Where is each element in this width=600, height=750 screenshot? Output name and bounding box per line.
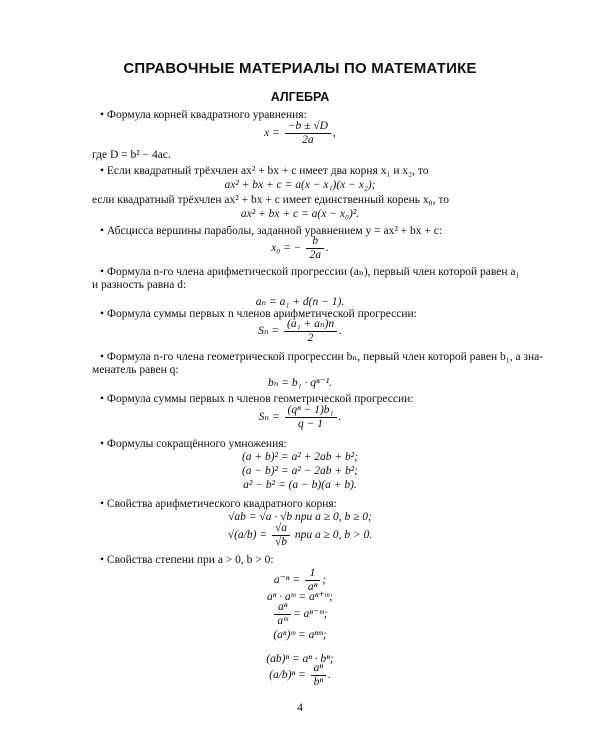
- numerator: −b ± √D: [285, 120, 331, 134]
- fraction: [306, 235, 324, 262]
- denominator: √b: [274, 536, 288, 548]
- formula-part: .: [325, 242, 329, 255]
- vertex-text: • Абсцисса вершины параболы, заданной уравнением y = ax² + bx + c:: [100, 225, 443, 237]
- fraction: [272, 522, 290, 549]
- discriminant-text: где D = b² − 4ac.: [92, 149, 171, 161]
- formula-part: a⁻ⁿ =: [273, 574, 300, 587]
- formula-part: Sₙ =: [258, 411, 280, 424]
- trinom-one-root-formula: ax² + bx + c = a(x − x₀)².: [240, 208, 360, 220]
- arith-sum-text: • Формула суммы первых n членов арифметической прогрессии:: [100, 308, 417, 320]
- short-mult-text: • Формулы сокращённого умножения:: [100, 438, 287, 450]
- power-props-text: • Свойства степени при a > 0, b > 0:: [100, 554, 274, 566]
- numerator: aⁿ: [311, 662, 326, 676]
- geom-sum-text: • Формула суммы первых n членов геометрической прогрессии:: [100, 393, 414, 405]
- formula-part: .: [338, 411, 342, 424]
- quad-roots-text: • Формула корней квадратного уравнения:: [100, 109, 307, 121]
- numerator: aⁿ: [274, 601, 291, 615]
- formula-part: ;: [322, 574, 327, 587]
- page-number: 4: [297, 700, 303, 714]
- power-formula-2: aⁿ · aᵐ = aⁿ⁺ᵐ;: [266, 591, 334, 603]
- formula-part: Sₙ =: [258, 325, 280, 338]
- arith-sum-formula: [0, 318, 600, 345]
- trinom-two-roots-text: • Если квадратный трёхчлен ax² + bx + c имеет два корня x₁ и x₂, то: [100, 165, 429, 177]
- section-heading: АЛГЕБРА: [270, 90, 330, 104]
- denominator: bⁿ: [313, 676, 323, 688]
- formula-part: √(a/b) =: [227, 529, 268, 542]
- denominator: 2: [307, 332, 314, 344]
- numerator: (a₁ + aₙ)n: [284, 318, 337, 332]
- arith-nth-text: • Формула n-го члена арифметической прогрессии (aₙ), первый член которой равен a₁: [100, 266, 520, 278]
- fraction: [311, 662, 326, 689]
- denominator: 2a: [302, 134, 314, 146]
- formula-part: при a ≥ 0, b > 0.: [294, 529, 373, 542]
- power-formula-3: [0, 601, 600, 628]
- power-formula-6: [0, 662, 600, 689]
- page-title: СПРАВОЧНЫЕ МАТЕРИАЛЫ ПО МАТЕМАТИКЕ: [123, 60, 477, 77]
- numerator: b: [306, 235, 324, 249]
- formula-part: x =: [264, 127, 280, 140]
- fraction: [285, 120, 331, 147]
- fraction: [285, 404, 337, 431]
- formula-part: = aⁿ⁻ᵐ;: [292, 608, 328, 621]
- sqrt-props-text: • Свойства арифметического квадратного корня:: [100, 498, 337, 510]
- power-formula-4: (aⁿ)ᵐ = aⁿᵐ;: [273, 629, 327, 641]
- vertex-formula: [0, 235, 600, 262]
- denominator: aⁿ: [307, 581, 318, 593]
- geom-nth-text: • Формула n-го члена геометрической прогрессии bₙ, первый член которой равен b₁, а зна-: [100, 351, 544, 363]
- formula-part: ,: [332, 127, 336, 140]
- geom-sum-formula: [0, 404, 600, 431]
- trinom-two-roots-formula: ax² + bx + c = a(x − x₁)(x − x₂);: [224, 179, 376, 191]
- short-mult-formula-1: (a + b)² = a² + 2ab + b²;: [241, 451, 359, 463]
- numerator: √a: [272, 522, 290, 536]
- numerator: (qⁿ − 1)b₁: [285, 404, 337, 418]
- denominator: aᵐ: [277, 615, 288, 627]
- fraction: [284, 318, 337, 345]
- arith-nth-formula: aₙ = a₁ + d(n − 1).: [255, 296, 345, 308]
- quad-roots-formula: [0, 120, 600, 147]
- short-mult-formula-2: (a − b)² = a² − 2ab + b²;: [241, 465, 359, 477]
- trinom-one-root-text: если квадратный трёхчлен ax² + bx + c имеет единственный корень x₀, то: [92, 194, 450, 206]
- formula-part: x₀ = −: [271, 242, 302, 255]
- arith-nth-text-2: и разность равна d:: [92, 279, 187, 291]
- denominator: 2a: [309, 249, 321, 261]
- formula-part: .: [339, 325, 342, 338]
- formula-part: (a/b)ⁿ =: [269, 669, 306, 682]
- fraction: [274, 601, 291, 628]
- sqrt-props-formula-2: [0, 522, 600, 549]
- numerator: 1: [305, 567, 320, 581]
- power-formula-5: (ab)ⁿ = aⁿ · bⁿ;: [266, 653, 334, 665]
- formula-part: .: [328, 669, 331, 682]
- short-mult-formula-3: a² − b² = (a − b)(a + b).: [243, 479, 357, 491]
- denominator: q − 1: [298, 418, 324, 430]
- geom-nth-text-2: менатель равен q:: [92, 364, 179, 376]
- sqrt-props-formula-1: √ab = √a · √b при a ≥ 0, b ≥ 0;: [228, 511, 372, 523]
- geom-nth-formula: bₙ = b₁ · qⁿ⁻¹.: [267, 377, 333, 389]
